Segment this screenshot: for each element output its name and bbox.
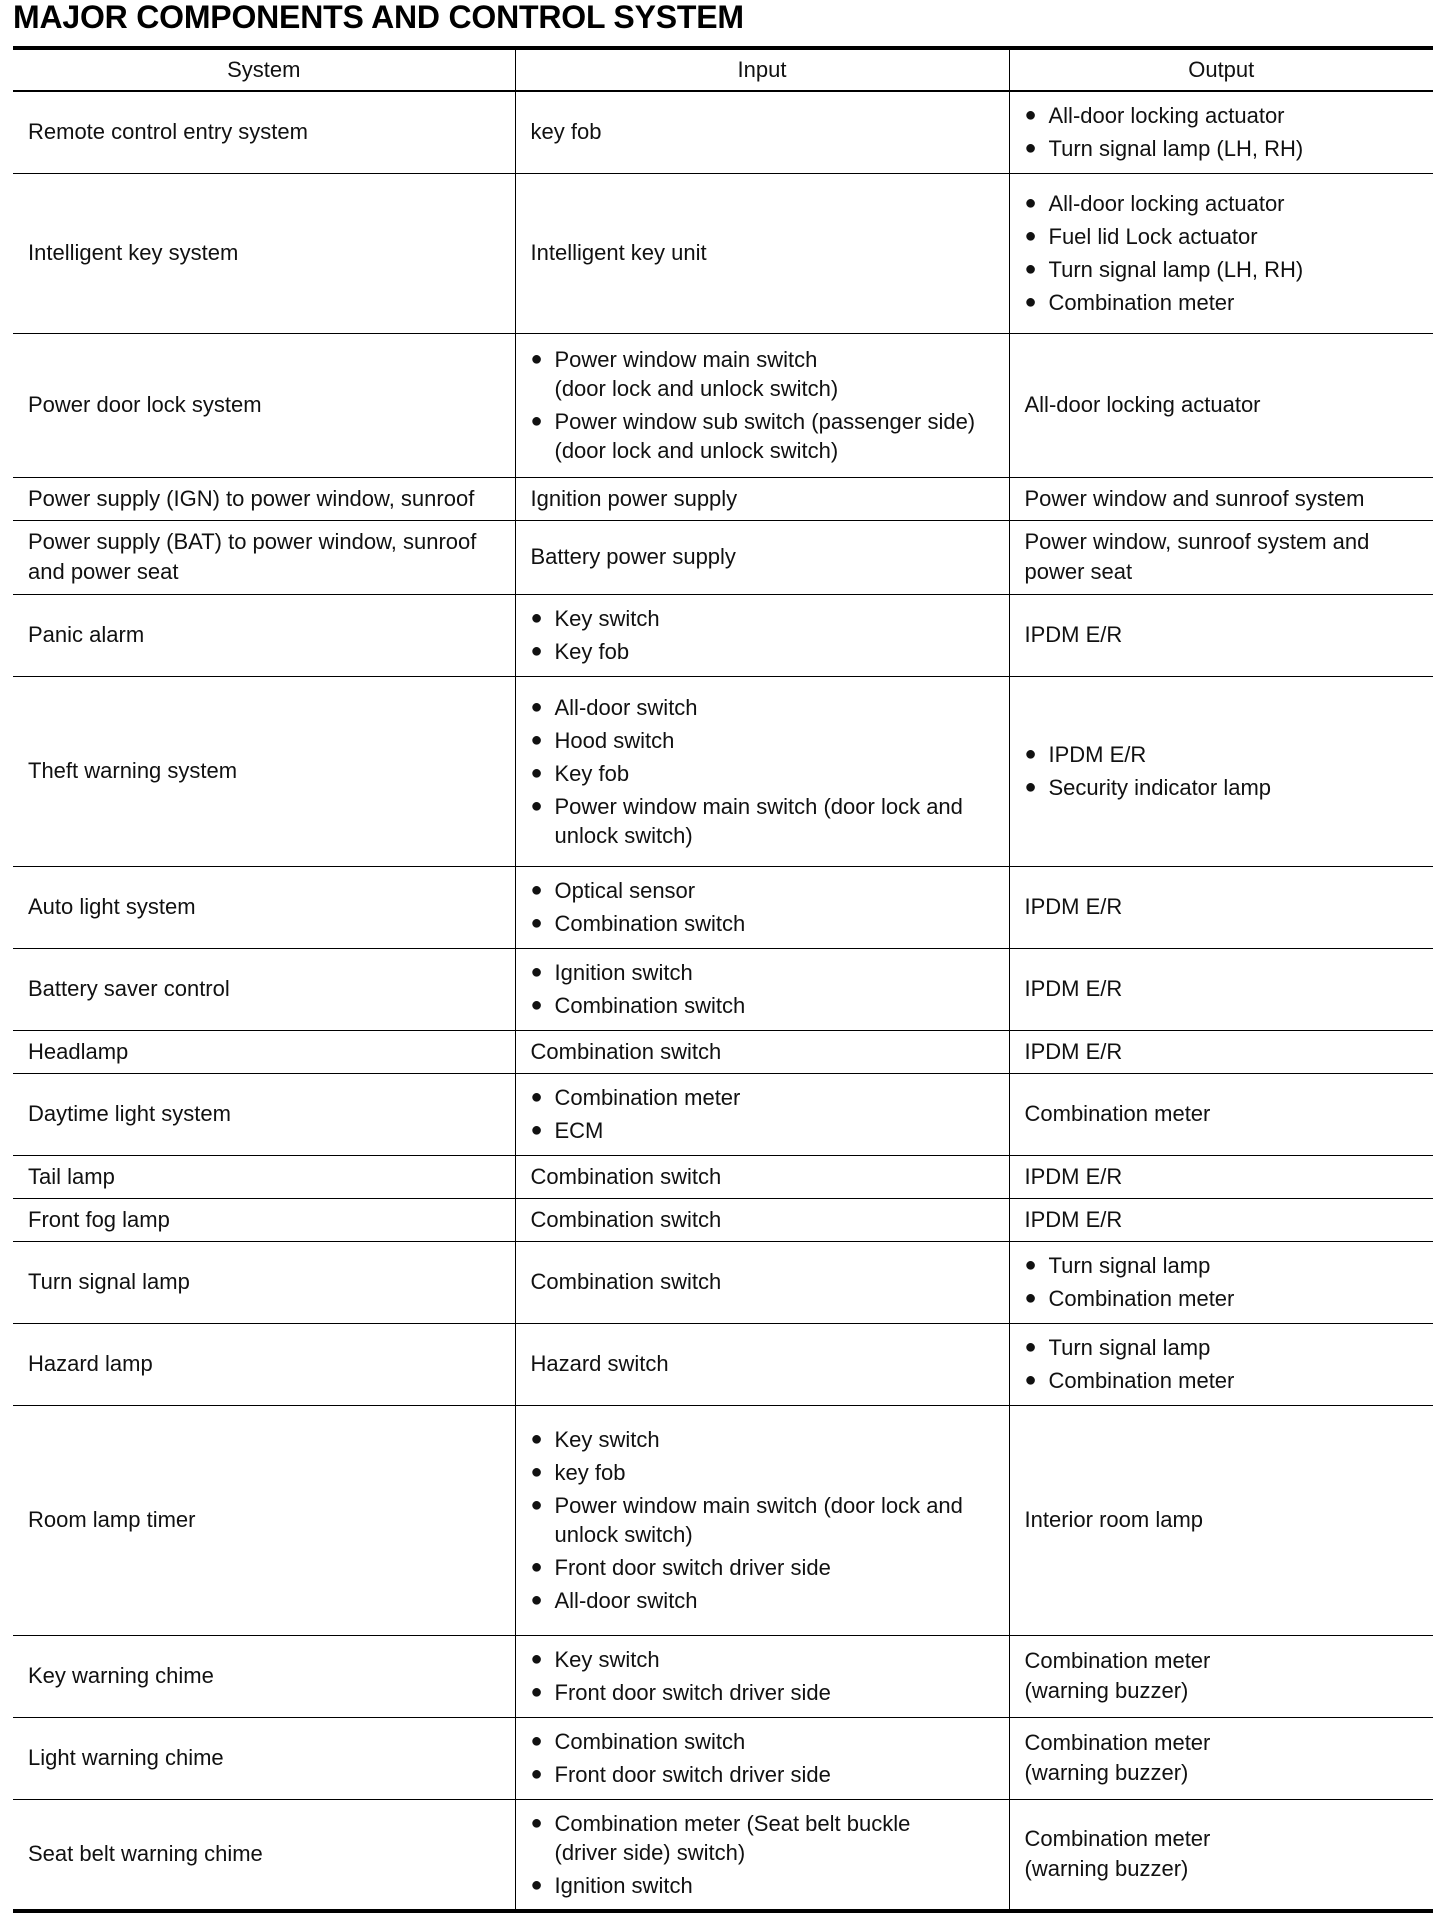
input-cell-text: Battery power supply [530,544,736,569]
input-cell [515,173,1009,333]
output-cell-text: IPDM E/R [1024,1163,1123,1189]
page-title: MAJOR COMPONENTS AND CONTROL SYSTEM [13,0,744,35]
table-row [13,1030,1433,1073]
list-item [1025,1366,1424,1395]
table-row [13,477,1433,520]
output-cell [1009,676,1433,866]
table-row [13,594,1433,676]
header-system: System [13,48,515,91]
list-item-text: Power window main switch (door lock and unlock switch) [554,793,963,848]
bullet-icon: ● [530,1428,543,1450]
output-cell-text: IPDM E/R [1024,894,1123,919]
table-row [13,676,1433,866]
output-cell-text: All-door locking actuator [1024,392,1261,417]
input-cell-list [531,1645,999,1707]
list-item [1025,134,1424,163]
table-row [13,1155,1433,1198]
list-item [531,876,999,905]
bullet-icon: ● [530,1556,543,1578]
output-cell-text: Combination meter (warning buzzer) [1024,1648,1211,1703]
system-cell [13,594,515,676]
output-cell [1009,866,1433,948]
list-item-text: Combination meter [1048,1286,1235,1311]
output-cell [1009,1635,1433,1717]
bullet-icon: ● [530,994,543,1016]
bullet-icon: ● [1024,225,1037,247]
input-cell [515,1323,1009,1405]
output-cell-list [1025,1333,1424,1395]
bullet-icon: ● [530,410,543,432]
input-cell-list [531,345,999,465]
input-cell-list [531,1425,999,1615]
list-item [1025,189,1424,218]
list-item-text: Combination switch [554,911,746,936]
bullet-icon: ● [1024,1287,1037,1309]
list-item [531,1458,999,1487]
output-cell [1009,1155,1433,1198]
input-cell [515,477,1009,520]
list-item-text: Front door switch driver side [554,1762,831,1787]
output-cell-text: Combination meter (warning buzzer) [1024,1826,1211,1882]
input-cell [515,1405,1009,1635]
list-item-text: All-door switch [554,1588,698,1613]
list-item-text: Key switch [554,1647,660,1672]
list-item [531,1553,999,1582]
system-cell [13,91,515,173]
bullet-icon: ● [1024,776,1037,798]
list-item [531,1586,999,1615]
system-cell [13,1073,515,1155]
list-item-text: Turn signal lamp [1048,1253,1211,1278]
system-cell [13,1717,515,1799]
list-item-text: Front door switch driver side [554,1555,831,1580]
output-cell [1009,594,1433,676]
input-cell [515,1799,1009,1911]
input-cell-text: key fob [530,119,602,145]
table-body [13,91,1433,1911]
system-cell [13,1155,515,1198]
list-item [531,345,999,403]
list-item [531,1116,999,1145]
output-cell [1009,477,1433,520]
list-item-text: Key fob [554,760,630,786]
bullet-icon: ● [1024,1369,1037,1391]
output-cell [1009,948,1433,1030]
input-cell [515,333,1009,477]
list-item [1025,1333,1424,1362]
list-item [531,1760,999,1789]
list-item-text: Combination meter (Seat belt buckle (driver side) switch) [554,1810,911,1865]
system-cell-text: Battery saver control [28,976,230,1001]
output-cell-text: Combination meter [1024,1101,1211,1126]
input-cell-text: Hazard switch [530,1351,669,1376]
list-item [531,1871,999,1900]
system-cell [13,520,515,594]
list-item-text: All-door switch [554,694,698,720]
components-table [13,46,1433,1913]
table-row [13,91,1433,173]
output-cell [1009,91,1433,173]
input-cell [515,1155,1009,1198]
input-cell [515,948,1009,1030]
output-cell [1009,1323,1433,1405]
output-cell-text: Power window and sunroof system [1024,485,1365,511]
bullet-icon: ● [530,961,543,983]
table-header-row [13,48,1433,91]
input-cell [515,1717,1009,1799]
input-cell [515,866,1009,948]
table-row [13,948,1433,1030]
input-cell [515,520,1009,594]
list-item-text: Power window main switch (door lock and unlock switch) [554,347,839,401]
bullet-icon: ● [1024,1336,1037,1358]
header-input: Input [515,48,1009,91]
list-item [531,1809,999,1867]
system-cell-text: Power supply (BAT) to power window, sunroof and power seat [28,529,477,584]
list-item [1025,222,1424,251]
input-cell-list [531,876,999,938]
bullet-icon: ● [530,728,543,751]
output-cell [1009,1241,1433,1323]
table-row [13,1799,1433,1911]
system-cell-text: Intelligent key system [28,240,239,265]
list-item [1025,740,1424,769]
document-page [13,0,1433,1913]
input-cell-text: Intelligent key unit [530,240,707,265]
list-item-text: ECM [554,1118,604,1143]
input-cell [515,676,1009,866]
list-item-text: All-door locking actuator [1048,103,1285,129]
bullet-icon: ● [530,1811,543,1834]
list-item [531,1491,999,1549]
list-item [531,792,999,850]
system-cell [13,1030,515,1073]
list-item-text: IPDM E/R [1048,742,1147,767]
list-item [1025,773,1424,802]
system-cell-text: Turn signal lamp [28,1269,190,1294]
output-cell-text: Combination meter (warning buzzer) [1024,1730,1211,1785]
bullet-icon: ● [530,1648,543,1670]
bullet-icon: ● [530,794,543,817]
input-cell-text: Combination switch [530,1038,722,1064]
list-item [1025,1251,1424,1280]
bullet-icon: ● [530,1873,543,1896]
list-item [1025,288,1424,317]
system-cell [13,1799,515,1911]
system-cell [13,948,515,1030]
system-cell-text: Daytime light system [28,1101,231,1126]
system-cell [13,1405,515,1635]
input-cell [515,91,1009,173]
list-item-text: Optical sensor [554,878,696,903]
system-cell [13,1198,515,1241]
system-cell-text: Power door lock system [28,392,262,417]
bullet-icon: ● [1024,743,1037,765]
header-output: Output [1009,48,1433,91]
list-item-text: Hood switch [554,727,675,753]
system-cell-text: Power supply (IGN) to power window, sunroof [28,485,475,511]
list-item-text: Power window main switch (door lock and unlock switch) [554,1493,963,1547]
output-cell [1009,1405,1433,1635]
bullet-icon: ● [1024,137,1037,160]
list-item-text: Security indicator lamp [1048,775,1272,800]
input-cell-list [531,1809,999,1900]
output-cell [1009,1799,1433,1911]
list-item [531,958,999,987]
table-row [13,1198,1433,1241]
list-item-text: Power window sub switch (passenger side) (door lock and unlock switch) [554,409,976,463]
list-item-text: Ignition switch [554,1872,693,1898]
system-cell-text: Seat belt warning chime [28,1841,263,1867]
input-cell-text: Combination switch [530,1206,722,1232]
output-cell-text: IPDM E/R [1024,976,1123,1001]
list-item-text: Key switch [554,606,660,631]
bullet-icon: ● [1024,258,1037,280]
list-item-text: Turn signal lamp [1048,1335,1211,1360]
output-cell [1009,1717,1433,1799]
table-row [13,866,1433,948]
output-cell-text: IPDM E/R [1024,622,1123,647]
bullet-icon: ● [530,607,543,629]
list-item [531,1425,999,1454]
table-row [13,1241,1433,1323]
list-item-text: Key switch [554,1427,660,1452]
list-item-text: Combination switch [554,993,746,1018]
bullet-icon: ● [530,761,543,784]
list-item-text: Combination meter [1048,1368,1235,1393]
list-item-text: Combination meter [1048,290,1235,315]
output-cell-list [1025,101,1424,163]
list-item-text: Combination switch [554,1729,746,1754]
system-cell [13,676,515,866]
input-cell-list [531,604,999,666]
output-cell-text: IPDM E/R [1024,1206,1123,1232]
input-cell-list [531,1083,999,1145]
list-item [531,637,999,666]
system-cell-text: Key warning chime [28,1663,214,1688]
output-cell [1009,1198,1433,1241]
system-cell-text: Theft warning system [28,758,238,783]
bullet-icon: ● [1024,1254,1037,1276]
input-cell-list [531,958,999,1020]
bullet-icon: ● [1024,291,1037,313]
bullet-icon: ● [530,1494,543,1516]
system-cell-text: Hazard lamp [28,1351,153,1376]
table-row [13,1717,1433,1799]
output-cell [1009,1073,1433,1155]
list-item [1025,101,1424,130]
system-cell-text: Light warning chime [28,1745,224,1770]
output-cell [1009,333,1433,477]
bullet-icon: ● [530,1763,543,1785]
bullet-icon: ● [530,1119,543,1141]
output-cell-list [1025,1251,1424,1313]
list-item [531,1678,999,1707]
bullet-icon: ● [530,1681,543,1703]
output-cell-text: Power window, sunroof system and power seat [1024,529,1370,584]
list-item [1025,1284,1424,1313]
system-cell-text: Tail lamp [28,1163,115,1189]
bullet-icon: ● [1024,104,1037,127]
bullet-icon: ● [530,640,543,662]
system-cell [13,477,515,520]
system-cell-text: Headlamp [28,1038,129,1064]
input-cell-list [531,693,999,850]
output-cell [1009,1030,1433,1073]
list-item-text: Front door switch driver side [554,1680,831,1705]
table-row [13,1635,1433,1717]
system-cell [13,1635,515,1717]
system-cell-text: Auto light system [28,894,196,919]
output-cell [1009,520,1433,594]
table-row [13,1323,1433,1405]
system-cell-text: Remote control entry system [28,119,308,145]
bullet-icon: ● [1024,192,1037,214]
system-cell [13,173,515,333]
output-cell-list [1025,740,1424,802]
list-item [531,759,999,788]
input-cell [515,1030,1009,1073]
output-cell-text: IPDM E/R [1024,1038,1123,1064]
output-cell [1009,173,1433,333]
list-item [531,909,999,938]
input-cell [515,1198,1009,1241]
table-row [13,333,1433,477]
system-cell [13,1323,515,1405]
list-item [531,991,999,1020]
system-cell [13,1241,515,1323]
list-item [531,1727,999,1756]
list-item [531,1645,999,1674]
input-cell-text: Ignition power supply [530,485,738,511]
input-cell [515,1635,1009,1717]
bullet-icon: ● [530,879,543,901]
list-item [531,693,999,722]
list-item [531,1083,999,1112]
list-item [531,726,999,755]
list-item-text: Turn signal lamp (LH, RH) [1048,136,1304,162]
input-cell-text: Combination switch [530,1163,722,1189]
bullet-icon: ● [530,912,543,934]
bullet-icon: ● [530,1730,543,1752]
list-item-text: All-door locking actuator [1048,191,1285,216]
list-item [531,604,999,633]
list-item-text: Turn signal lamp (LH, RH) [1048,257,1304,282]
list-item-text: Fuel lid Lock actuator [1048,224,1258,249]
bullet-icon: ● [530,1461,543,1483]
list-item-text: key fob [554,1460,626,1485]
table-row [13,520,1433,594]
table-row [13,1405,1433,1635]
list-item-text: Combination meter [554,1085,741,1110]
input-cell [515,594,1009,676]
table-row [13,173,1433,333]
list-item [531,407,999,465]
input-cell [515,1073,1009,1155]
list-item [1025,255,1424,284]
input-cell-text: Combination switch [530,1269,722,1294]
system-cell [13,866,515,948]
output-cell-list [1025,189,1424,317]
input-cell [515,1241,1009,1323]
list-item-text: Key fob [554,639,630,664]
system-cell-text: Front fog lamp [28,1206,170,1232]
bullet-icon: ● [530,1086,543,1108]
bullet-icon: ● [530,695,543,718]
system-cell [13,333,515,477]
output-cell-text: Interior room lamp [1024,1507,1204,1532]
input-cell-list [531,1727,999,1789]
bullet-icon: ● [530,348,543,370]
bullet-icon: ● [530,1589,543,1611]
system-cell-text: Panic alarm [28,622,145,647]
system-cell-text: Room lamp timer [28,1507,196,1532]
list-item-text: Ignition switch [554,960,693,985]
table-row [13,1073,1433,1155]
